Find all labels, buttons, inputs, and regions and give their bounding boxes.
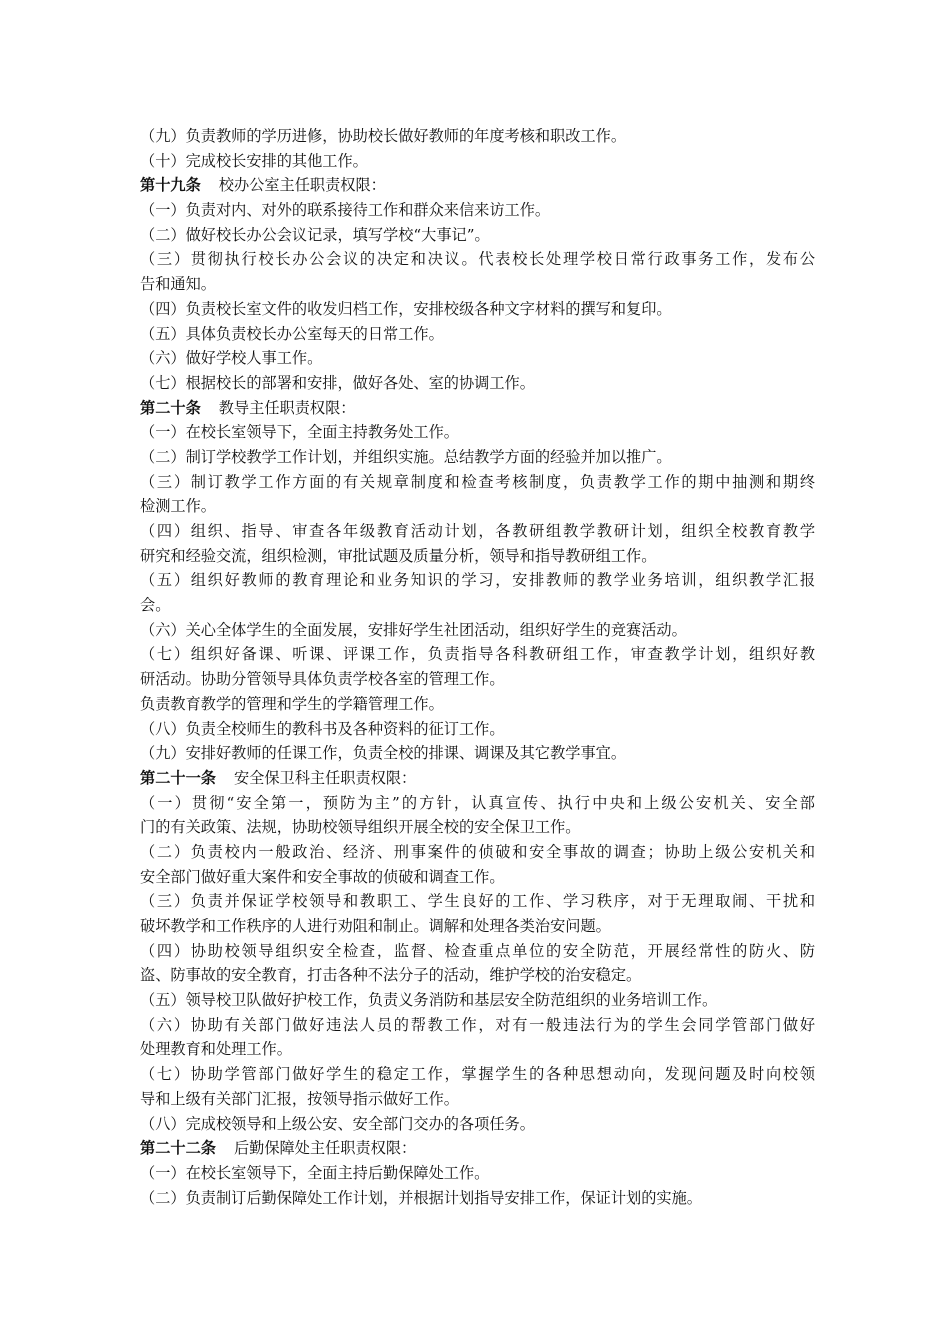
text-line: （一）在校长室领导下，全面主持教务处工作。 [140,423,459,442]
text-line: （四）组织、指导、审查各年级教育活动计划，各教研组教学教研计划，组织全校教育教学 [140,522,815,540]
text-line: 研活动。协助分管领导具体负责学校各室的管理工作。 [140,670,505,689]
text-line: （三）制订教学工作方面的有关规章制度和检查考核制度，负责教学工作的期中抽测和期终 [140,472,815,491]
text-line: 研究和经验交流，组织检测，审批试题及质量分析，领导和指导教研组工作。 [140,546,657,565]
text-line: （六）做好学校人事工作。 [140,349,323,368]
article-subject: 校办公室主任职责权限： [218,176,386,195]
article-number: 第二十二条 [140,1139,216,1158]
text-line: 安全部门做好重大案件和安全事故的侦破和调查工作。 [140,867,505,886]
article-heading [140,173,815,198]
text-line: （七）根据校长的部署和安排，做好各处、室的协调工作。 [140,373,535,392]
article-heading [140,766,815,791]
article-number: 第二十一条 [140,768,216,787]
text-line: 门的有关政策、法规，协助校领导组织开展全校的安全保卫工作。 [140,818,581,837]
text-line: （十）完成校长安排的其他工作。 [140,151,368,170]
text-line: 检测工作。 [140,497,216,516]
article-heading [140,396,815,421]
article-subject: 教导主任职责权限： [218,398,356,417]
text-line: （六）协助有关部门做好违法人员的帮教工作，对有一般违法行为的学生会同学管部门做好 [140,1015,815,1034]
text-line: 会。 [140,596,171,615]
text-line: （八）完成校领导和上级公安、安全部门交办的各项任务。 [140,1114,535,1133]
article-heading [140,1136,815,1161]
text-line: （二）负责校内一般政治、经济、刑事案件的侦破和安全事故的调查；协助上级公安机关和 [140,842,815,861]
text-line: （四）协助校领导组织安全检查，监督、检查重点单位的安全防范，开展经常性的防火、防 [140,941,815,960]
text-line: （七）协助学管部门做好学生的稳定工作，掌握学生的各种思想动向，发现问题及时向校领 [140,1065,815,1084]
article-subject: 后勤保障处主任职责权限： [233,1139,417,1158]
text-line: （五）具体负责校长办公室每天的日常工作。 [140,324,444,343]
text-line: （三）贯彻执行校长办公会议的决定和决议。代表校长处理学校日常行政事务工作，发布公 [140,250,815,269]
article-number: 第二十条 [140,398,201,417]
text-line: （一）贯彻“安全第一，预防为主”的方针，认真宣传、执行中央和上级公安机关、安全部 [140,793,815,812]
text-line: （九）负责教师的学历进修，协助校长做好教师的年度考核和职改工作。 [140,127,626,145]
text-line: 破坏教学和工作秩序的人进行劝阻和制止。调解和处理各类治安问题。 [140,917,611,935]
text-line: （三）负责并保证学校领导和教职工、学生良好的工作、学习秩序，对于无理取闹、干扰和 [140,892,815,911]
text-line: （八）负责全校师生的教科书及各种资料的征订工作。 [140,719,505,738]
text-line: （九）安排好教师的任课工作，负责全校的排课、调课及其它教学事宜。 [140,744,626,763]
article-subject: 安全保卫科主任职责权限： [233,768,417,787]
text-line: 盗、防事故的安全教育，打击各种不法分子的活动，维护学校的治安稳定。 [140,966,642,985]
text-line: （六）关心全体学生的全面发展，安排好学生社团活动，组织好学生的竞赛活动。 [140,620,687,639]
text-line: 处理教育和处理工作。 [140,1040,292,1059]
text-line: （七）组织好备课、听课、评课工作，负责指导各科教研组工作，审查教学计划，组织好教 [140,645,815,664]
text-line: （二）做好校长办公会议记录，填写学校“大事记”。 [140,225,490,244]
article-number: 第十九条 [140,176,201,195]
text-line: 负责教育教学的管理和学生的学籍管理工作。 [140,694,444,713]
text-line: （二）负责制订后勤保障处工作计划，并根据计划指导安排工作，保证计划的实施。 [140,1188,702,1207]
text-line: 导和上级有关部门汇报，按领导指示做好工作。 [140,1089,459,1108]
text-line: （一）在校长室领导下，全面主持后勤保障处工作。 [140,1163,490,1182]
text-line: （一）负责对内、对外的联系接待工作和群众来信来访工作。 [140,201,551,220]
document-page [140,124,815,1210]
text-line: （五）领导校卫队做好护校工作，负责义务消防和基层安全防范组织的业务培训工作。 [140,991,718,1010]
text-line: （二）制订学校教学工作计划，并组织实施。总结教学方面的经验并加以推广。 [140,447,672,466]
text-line: 告和通知。 [140,275,216,294]
text-line: （五）组织好教师的教育理论和业务知识的学习，安排教师的教学业务培训，组织教学汇报 [140,571,815,590]
text-line: （四）负责校长室文件的收发归档工作，安排校级各种文字材料的撰写和复印。 [140,299,672,318]
